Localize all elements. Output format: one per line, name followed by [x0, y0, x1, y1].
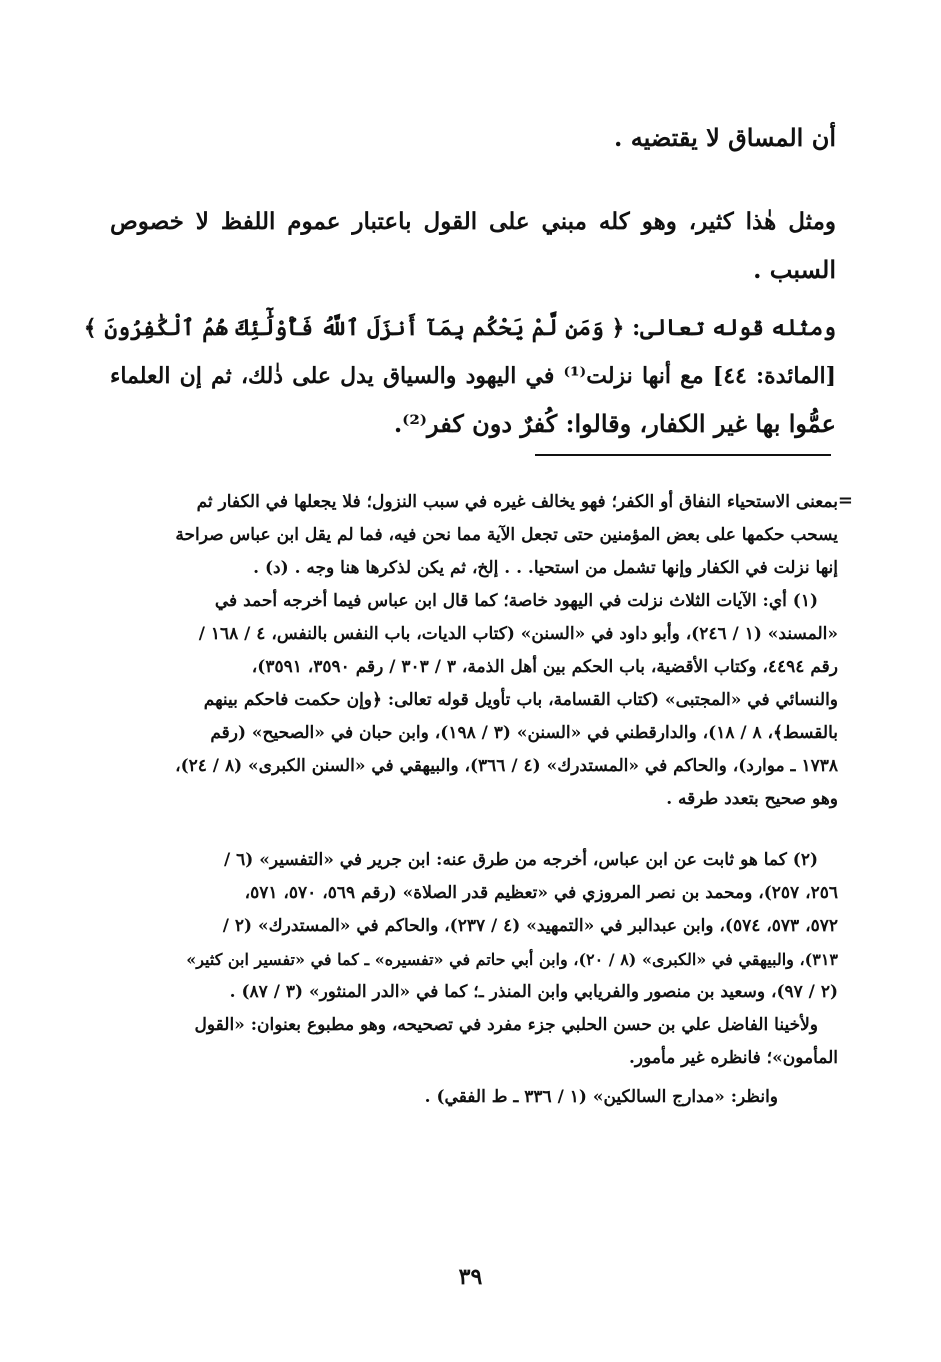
main-line-6: عمُّوا بها غير الكفار، وقالوا: كُفرٌ دون كفر⁽²⁾.	[393, 409, 836, 438]
footnote-line: بالقسط﴾، ٨ / ١٨)، والدارقطني في «السنن» (٣ / ١٩٨)، وابن حبان في «الصحيح» (رقم	[210, 723, 838, 743]
footnote-line: «المسند» (١ / ٢٤٦)، وأبو داود في «السنن» (كتاب الديات، باب النفس بالنفس، ٤ / ١٦٨ /	[198, 624, 838, 644]
footnote-2	[108, 844, 838, 1114]
main-text	[83, 114, 836, 448]
footnote-continuation-mark: =	[837, 490, 853, 511]
main-line-5: [المائدة: ٤٤] مع أنها نزلت⁽¹⁾ في اليهود والسياق يدل على ذٰلك، ثم إن العلماء	[110, 363, 836, 389]
page-number: ٣٩	[458, 1264, 483, 1290]
footnote-line: (٢ / ٩٧)، وسعيد بن منصور والفريابي وابن المنذر ـ؛ كما في «الدر المنثور» (٣ / ٨٧) .	[229, 982, 838, 1002]
footnote-line: ٣١٣)، والبيهقي في «الكبرى» (٨ / ٢٠)، وابن أبي حاتم في «تفسيره» ـ كما في «تفسير ابن كثير»	[186, 950, 838, 969]
footnote-line: (٢) كما هو ثابت عن ابن عباس، أخرجه من طرق عنه: ابن جرير في «التفسير» (٦ /	[224, 850, 818, 870]
footnotes	[108, 486, 838, 1114]
footnote-line: والنسائي في «المجتبى» (كتاب القسامة، باب تأويل قوله تعالى: ﴿وإن حكمت فاحكم بينهم	[203, 690, 838, 710]
footnote-line: بمعنى الاستحياء النفاق أو الكفر؛ فهو يخالف غيره في سبب النزول؛ فلا يجعلها في الكفار ثم	[196, 492, 838, 512]
footnote-line: وانظر: «مدارج السالكين» (١ / ٣٣٦ ـ ط الفقي) .	[424, 1087, 778, 1107]
footnote-line: إنها نزلت في الكفار وإنها تشمل من استحيا. . . إلخ، ثم يكن لذكرها هنا وجه . (د) .	[253, 558, 838, 578]
footnote-line: ١٧٣٨ ـ موارد)، والحاكم في «المستدرك» (٤ / ٣٦٦)، والبيهقي في «السنن الكبرى» (٨ / ٢٤)،	[175, 756, 838, 776]
footnote-separator	[535, 454, 831, 456]
footnote-line: ٢٥٦، ٢٥٧)، ومحمد بن نصر المروزي في «تعظيم قدر الصلاة» (رقم ٥٦٩، ٥٧٠، ٥٧١،	[244, 883, 838, 903]
footnote-line: (١) أي: الآيات الثلاث نزلت في اليهود خاصة؛ كما قال ابن عباس فيما أخرجه أحمد في	[214, 591, 818, 611]
main-line-4: ومثله قوله تعالى: ﴿ وَمَن لَّمْ يَحْكُم بِمَآ أَنزَلَ ٱللَّهُ فَأُوْلَٰٓئِكَ هُمُ ٱلْكَٰفِرُونَ ﴾	[83, 315, 836, 341]
footnote-line: رقم ٤٤٩٤، وكتاب الأقضية، باب الحكم بين أهل الذمة، ٣ / ٣٠٣ / رقم ٣٥٩٠، ٣٥٩١)،	[251, 657, 838, 677]
main-line-3: السبب .	[753, 255, 836, 284]
footnote-line: وهو صحيح بتعدد طرقه .	[666, 789, 838, 809]
footnote-line: ٥٧٢، ٥٧٣، ٥٧٤)، وابن عبدالبر في «التمهيد» (٤ / ٢٣٧)، والحاكم في «المستدرك» (٢ /	[222, 916, 838, 936]
footnote-continuation	[108, 486, 838, 585]
footnote-line: ولأخينا الفاضل علي بن حسن الحلبي جزء مفرد في تصحيحه، وهو مطبوع بعنوان: «القول	[194, 1015, 818, 1035]
main-line-2: ومثل هٰذا كثير، وهو كله مبني على القول باعتبار عموم اللفظ لا خصوص	[110, 208, 836, 235]
footnote-line: يسحب حكمها على بعض المؤمنين حتى تجعل الآية مما نحن فيه، فما لم يقل ابن عباس صراحة	[175, 525, 838, 545]
footnote-line: المأمون»؛ فانظره غير مأمور.	[628, 1048, 838, 1068]
main-line-1: أن المساق لا يقتضيه .	[614, 123, 836, 152]
footnote-1	[108, 585, 838, 816]
